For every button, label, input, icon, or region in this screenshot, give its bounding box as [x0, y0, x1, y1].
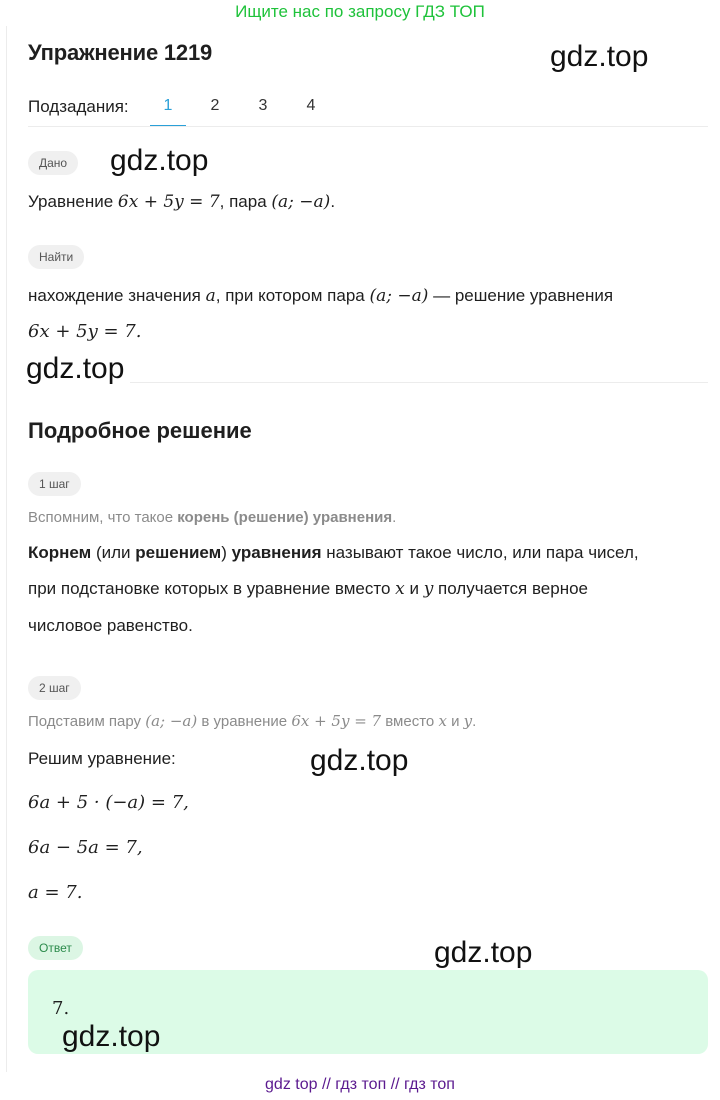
- given-pill: Дано: [28, 151, 78, 175]
- find-text-line1: нахождение значения a, при котором пара (a; −a) — решение уравнения: [28, 286, 614, 306]
- find-pill: Найти: [28, 245, 84, 269]
- page-title: Упражнение 1219: [28, 40, 213, 65]
- answer-pill: Ответ: [28, 936, 83, 960]
- equation-line-2: 6a − 5a = 7,: [28, 837, 143, 858]
- divider: [130, 382, 708, 383]
- watermark: gdz.top: [110, 144, 209, 177]
- step1-hint: Вспомним, что такое корень (решение) уравнения.: [28, 509, 397, 526]
- equation-line-1: 6a + 5 · (−a) = 7,: [28, 792, 189, 813]
- watermark: gdz.top: [62, 1020, 161, 1053]
- step2-solve-label: Решим уравнение:: [28, 749, 176, 768]
- given-text: Уравнение 6x + 5y = 7, пара (a; −a).: [28, 192, 336, 212]
- watermark: gdz.top: [550, 40, 649, 73]
- divider: [28, 126, 708, 127]
- tab-subtask-1[interactable]: 1: [150, 95, 186, 127]
- step2-hint: Подставим пару (a; −a) в уравнение 6x + 5y = 7 вместо x и y.: [28, 712, 477, 730]
- footer-links[interactable]: gdz top // гдз топ // гдз топ: [265, 1076, 455, 1093]
- equation-line-3: a = 7.: [28, 882, 83, 903]
- answer-value: 7.: [52, 998, 70, 1019]
- tab-subtask-3[interactable]: 3: [258, 97, 268, 114]
- subtasks-tabs: [28, 95, 708, 127]
- step1-definition-line2: при подстановке которых в уравнение вместо x и y получается верное: [28, 579, 588, 599]
- watermark: gdz.top: [434, 936, 533, 969]
- step1-definition-line1: Корнем (или решением) уравнения называют такое число, или пара чисел,: [28, 543, 639, 562]
- top-banner: Ищите нас по запросу ГДЗ ТОП: [235, 2, 485, 21]
- watermark: gdz.top: [26, 352, 125, 385]
- watermark: gdz.top: [310, 744, 409, 777]
- tab-subtask-2[interactable]: 2: [210, 97, 220, 114]
- subtasks-label: Подзадания:: [28, 97, 129, 116]
- tab-subtask-4[interactable]: 4: [306, 97, 316, 114]
- find-text-line2: 6x + 5y = 7.: [28, 321, 142, 342]
- step2-pill: 2 шаг: [28, 676, 81, 700]
- step1-pill: 1 шаг: [28, 472, 81, 496]
- step1-definition-line3: числовое равенство.: [28, 616, 193, 635]
- solution-title: Подробное решение: [28, 418, 252, 443]
